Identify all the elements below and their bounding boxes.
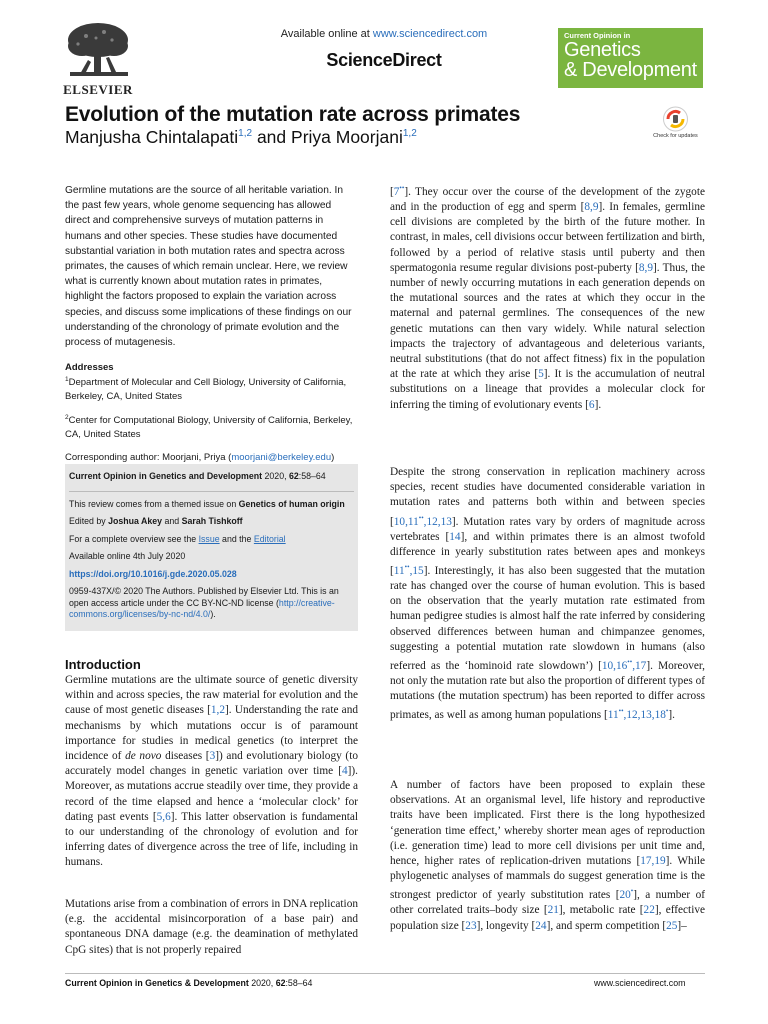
license-suffix: ).: [210, 609, 216, 619]
address-2-text: Center for Computational Biology, University of California, Berkeley, CA, United States: [65, 415, 353, 440]
ref-link[interactable]: 7: [393, 185, 400, 198]
right-p2-f: ].: [668, 709, 675, 722]
article-authors: [65, 127, 417, 148]
ref-link[interactable]: 24: [535, 919, 547, 932]
doi-link[interactable]: https://doi.org/10.1016/j.gde.2020.05.028: [69, 568, 237, 579]
right-p2-c: ], and within primates there is an almost twofold difference in yearly substitution rates between apes and monkeys [: [390, 530, 705, 577]
right-p3-c: ], a number of other correlated traits–body size [: [390, 889, 705, 917]
intro-paragraph-1: [65, 673, 358, 871]
ref-link[interactable]: 1,2: [210, 704, 226, 717]
available-prefix: Available online at: [280, 28, 373, 40]
ref-dots: •: [665, 707, 669, 716]
journal-badge-line2: & Development: [564, 59, 697, 81]
info-edited-prefix: Edited by: [69, 516, 109, 526]
ref-link[interactable]: 3: [209, 750, 216, 763]
info-overview: [69, 534, 354, 552]
intro-paragraph-2: Mutations arise from a combination of errors in DNA replication (e.g. the accidental misincorporation of a base pair) and spontaneous DNA damage (e.g. the deamination of methylated CpG sites) that is not properly repaired: [65, 898, 358, 956]
ref-link[interactable]: 6: [588, 398, 595, 411]
ref-dots: ••: [627, 657, 633, 666]
article-info-box: [65, 464, 358, 631]
journal-badge-small: Current Opinion in: [564, 31, 631, 40]
right-p3-e: ], effective population size [: [390, 904, 706, 932]
journal-badge-line1: Genetics: [564, 39, 641, 61]
footer-journal: Current Opinion in Genetics & Development: [65, 978, 249, 988]
check-for-updates-button[interactable]: [653, 105, 698, 149]
right-p3-f: ], longevity [: [476, 919, 536, 932]
info-theme-name: Genetics of human origin: [238, 498, 345, 509]
journal-badge: [558, 28, 703, 88]
ref-link[interactable]: 20: [619, 889, 631, 902]
right-paragraph-2: [390, 465, 705, 723]
author-2-affiliation[interactable]: 1,2: [402, 128, 417, 140]
info-editor-1: Joshua Akey: [108, 516, 163, 526]
ref-link[interactable]: 22: [643, 904, 655, 917]
editorial-link[interactable]: Editorial: [253, 533, 286, 544]
ref-dots: ••: [618, 707, 624, 716]
intro-p1-a: Germline mutations are the ultimate source of genetic diversity within and across species, the raw material for evolution and the cause of most genetic diseases [: [65, 674, 358, 717]
info-overview-prefix: For a complete overview see the: [69, 533, 199, 544]
check-updates-icon: [653, 105, 698, 133]
check-updates-label: Check for updates: [653, 133, 698, 139]
license-prefix: 0959-437X/© 2020 The Authors. Published by Elsevier Ltd. This is an open access article under the CC BY-NC-ND license (: [69, 586, 339, 608]
intro-p1-c: diseases [: [161, 750, 210, 763]
corresponding-author: [65, 451, 358, 464]
footer-pages: :58–64: [285, 978, 313, 988]
info-editors: [69, 516, 354, 534]
info-volume: 62: [288, 471, 299, 481]
addresses-heading: Addresses: [65, 362, 114, 374]
article-title: Evolution of the mutation rate across primates: [65, 103, 521, 126]
address-1-text: Department of Molecular and Cell Biology, University of California, Berkeley, CA, United States: [65, 377, 347, 402]
author-1-affiliation[interactable]: 1,2: [238, 128, 253, 140]
corr-prefix: Corresponding author: Moorjani, Priya (: [65, 452, 232, 464]
footer-citation: [65, 978, 312, 988]
info-edited-and: and: [162, 516, 182, 526]
ref-link[interactable]: ,17: [632, 659, 647, 672]
right-p3-g: ], and sperm competition [: [546, 919, 667, 932]
intro-p1-d: ]) and evolutionary biology (to accurately model changes in genetic variation over time [: [65, 750, 358, 778]
right-p2-a: Despite the strong conservation in replication machinery across species, recent studies have documented considerable variation in mutation rates and patterns both within and between species [: [390, 466, 705, 528]
info-overview-and: and the: [219, 533, 254, 544]
right-p1-c: ]. Thus, the number of newly occurring mutations in each generation depends on the mutational sources and the rates at which they occur in the maternal and paternal germlines. The consequences of the new genetic mutations can then vary widely. While natural selection impacts the trajectory of advantageous and deleterious variants, neutral substitutions (that do not affect fitness) fix in the population at the rate at which they arise [: [390, 261, 706, 381]
info-license: [69, 586, 354, 627]
ref-link[interactable]: ,15: [409, 564, 424, 577]
ref-link[interactable]: 8,9: [584, 200, 599, 213]
intro-de-novo: de novo: [125, 750, 162, 763]
footer-year: 2020,: [248, 978, 276, 988]
abstract-section: [65, 183, 358, 465]
abstract-text: Germline mutations are the source of all heritable variation. In the past few years, whole genome sequencing has allowed direct and comprehensive surveys of mutation patterns in humans and other species. These studies have documented substantial variation in both mutation rates and spectra across primates, the causes of which remain unclear. Here, we review what is currently known about mutation rates in primates, highlight the factors proposed to explain the variation across species, and discuss some implications of these findings on our understanding of the chronology of primate evolution and the process of mutagenesis.: [65, 185, 352, 349]
ref-link[interactable]: ,12,13,18: [623, 709, 666, 722]
info-year: 2020,: [262, 471, 289, 481]
right-p1-e: ].: [594, 398, 602, 411]
right-p2-e: ]. Moreover, not only the mutation rate but also the proportion of different types of mutations (the mutation spectrum) has been reported to differ across primates, as well as among human populations [: [390, 659, 706, 722]
info-theme-prefix: This review comes from a themed issue on: [69, 498, 239, 509]
right-p3-d: ], metabolic rate [: [558, 904, 644, 917]
ref-dots: ••: [404, 562, 410, 571]
sciencedirect-brand: ScienceDirect: [326, 50, 442, 70]
footer-volume: 62: [275, 978, 286, 988]
right-p3-a: A number of factors have been proposed to explain these observations. At an organismal level, life history and reproductive traits have been implicated. First there is the long hypothesized ‘generation time effect,’ whereby shorter mean ages of reproduction (i.e. generation time) lead to more cell divisions per unit time and, hence, higher rates of replication-driven mutations [: [390, 779, 705, 868]
info-pages: :58–64: [298, 471, 326, 481]
introduction-heading: Introduction: [65, 657, 141, 672]
address-2-marker: 2: [65, 414, 69, 422]
right-p2-d: ]. Interestingly, it has also been suggested that the mutation rate has changed over the course of human evolution. This is based on the observation that the yearly mutation rate estimated from human pedigree studies is almost half the rate inferred by considering observed differences between human and chimpanzee genomes, suggesting a potential mutation rate slowdown in humans (also referred as the ‘hominoid rate slowdown’) [: [390, 564, 705, 672]
right-paragraph-1: [7••]. They occur over the course of the development of the zygote and in the production of egg and sperm [8,9]. In females, germline cell divisions are completed by the birth of the future mother. In contrast, in males, cell divisions occur between fertilization and birth, followed by a period of relative stasis until puberty and then spermatogonia resume regular divisions post-puberty [8,9]. Thus, the number of newly occurring mutations in each generation depends on the mutational sources and the rates at which they occur in the maternal and paternal germlines. The consequences of the new genetic mutations can then vary widely. While natural selection impacts the trajectory of advantageous and deleterious variants, neutral substitutions (that do not affect fitness) fix in the population at the rate at which they arise [5]. It is the accumulation of neutral substitutions on a lineage that provides a molecular clock for inferring the timing of evolutionary events [6].: [390, 184, 706, 411]
address-2: [65, 411, 358, 441]
ref-link[interactable]: 23: [465, 919, 477, 932]
sciencedirect-link[interactable]: www.sciencedirect.com: [372, 28, 488, 40]
address-1-marker: 1: [65, 376, 69, 384]
corr-email-link[interactable]: moorjani@berkeley.edu: [231, 452, 332, 464]
intro-p1-b: ]. Understanding the rate and mechanisms by which mutations occur is of paramount importance for studies in medical genetics (to interpret the incidence of: [65, 704, 358, 763]
ref-dots: ••: [418, 513, 424, 522]
right-p3-b: ]. While phylogenetic analyses of mammals do suggest generation time is the strongest predictor of yearly substitution rates [: [390, 855, 705, 902]
ref-link[interactable]: 17,19: [640, 855, 666, 868]
ref-dots: •: [630, 887, 634, 896]
ref-dots: ••: [399, 184, 405, 192]
right-p1-b: ]. In females, germline cell divisions are completed by the birth of the future mother. In contrast, in males, cell divisions occur between fertilization and birth, followed by a period of relative stasis until puberty and then spermatogonia resume regular divisions post-puberty [: [390, 200, 705, 274]
ref-link[interactable]: ,12,13: [423, 515, 452, 528]
ref-link[interactable]: 25: [666, 919, 678, 932]
right-p1-a: ]. They occur over the course of the development of the zygote and in the production of egg and sperm [: [390, 185, 705, 213]
right-p1-d: ]. It is the accumulation of neutral substitutions on a lineage that provides a molecular clock for inferring the timing of evolutionary events [: [390, 368, 706, 411]
info-available: Available online 4th July 2020: [69, 551, 186, 561]
right-p3-h: ]–: [677, 919, 687, 932]
ref-link[interactable]: 5,6: [156, 810, 171, 823]
author-2: Priya Moorjani: [291, 127, 403, 147]
right-p2-b: ]. Mutation rates vary by orders of magnitude across vertebrates [: [390, 515, 705, 543]
publisher-name: ELSEVIER: [63, 82, 133, 97]
ref-link[interactable]: 11: [393, 564, 405, 577]
ref-link[interactable]: 14: [449, 530, 461, 543]
info-citation: [69, 471, 354, 492]
ref-link[interactable]: 21: [547, 904, 559, 917]
license-link[interactable]: http://creative-commons.org/licenses/by-nc-nd/4.0/: [69, 597, 335, 619]
footer-divider: [65, 973, 705, 974]
ref-link[interactable]: 11: [607, 709, 619, 722]
info-theme: [69, 499, 354, 517]
author-and: and: [252, 127, 292, 147]
ref-link[interactable]: 10,11: [393, 515, 419, 528]
info-doi: [69, 569, 354, 587]
ref-link[interactable]: 10,16: [601, 659, 628, 672]
intro-p1-e: ]). Moreover, as mutations accrue steadily over time, they provide a record of the time elapsed and hence a ‘molecular clock’ for dating past events [: [65, 765, 358, 823]
intro-p1-f: ]. This latter observation is fundamental to our understanding of the chronology of evolution and for inferring dates of divergence across the tree of life, including in humans.: [65, 810, 359, 869]
info-editor-2: Sarah Tishkoff: [181, 516, 243, 526]
ref-link[interactable]: 8,9: [638, 261, 653, 274]
issue-link[interactable]: Issue: [198, 533, 220, 544]
footer-site[interactable]: www.sciencedirect.com: [594, 978, 686, 988]
author-1: Manjusha Chintalapati: [65, 127, 239, 147]
corr-suffix: ): [331, 452, 335, 464]
address-1: [65, 373, 358, 403]
ref-link[interactable]: 4: [341, 765, 348, 778]
ref-link[interactable]: 5: [538, 368, 544, 381]
right-paragraph-3: [390, 778, 705, 934]
info-journal: Current Opinion in Genetics and Development: [69, 471, 263, 481]
